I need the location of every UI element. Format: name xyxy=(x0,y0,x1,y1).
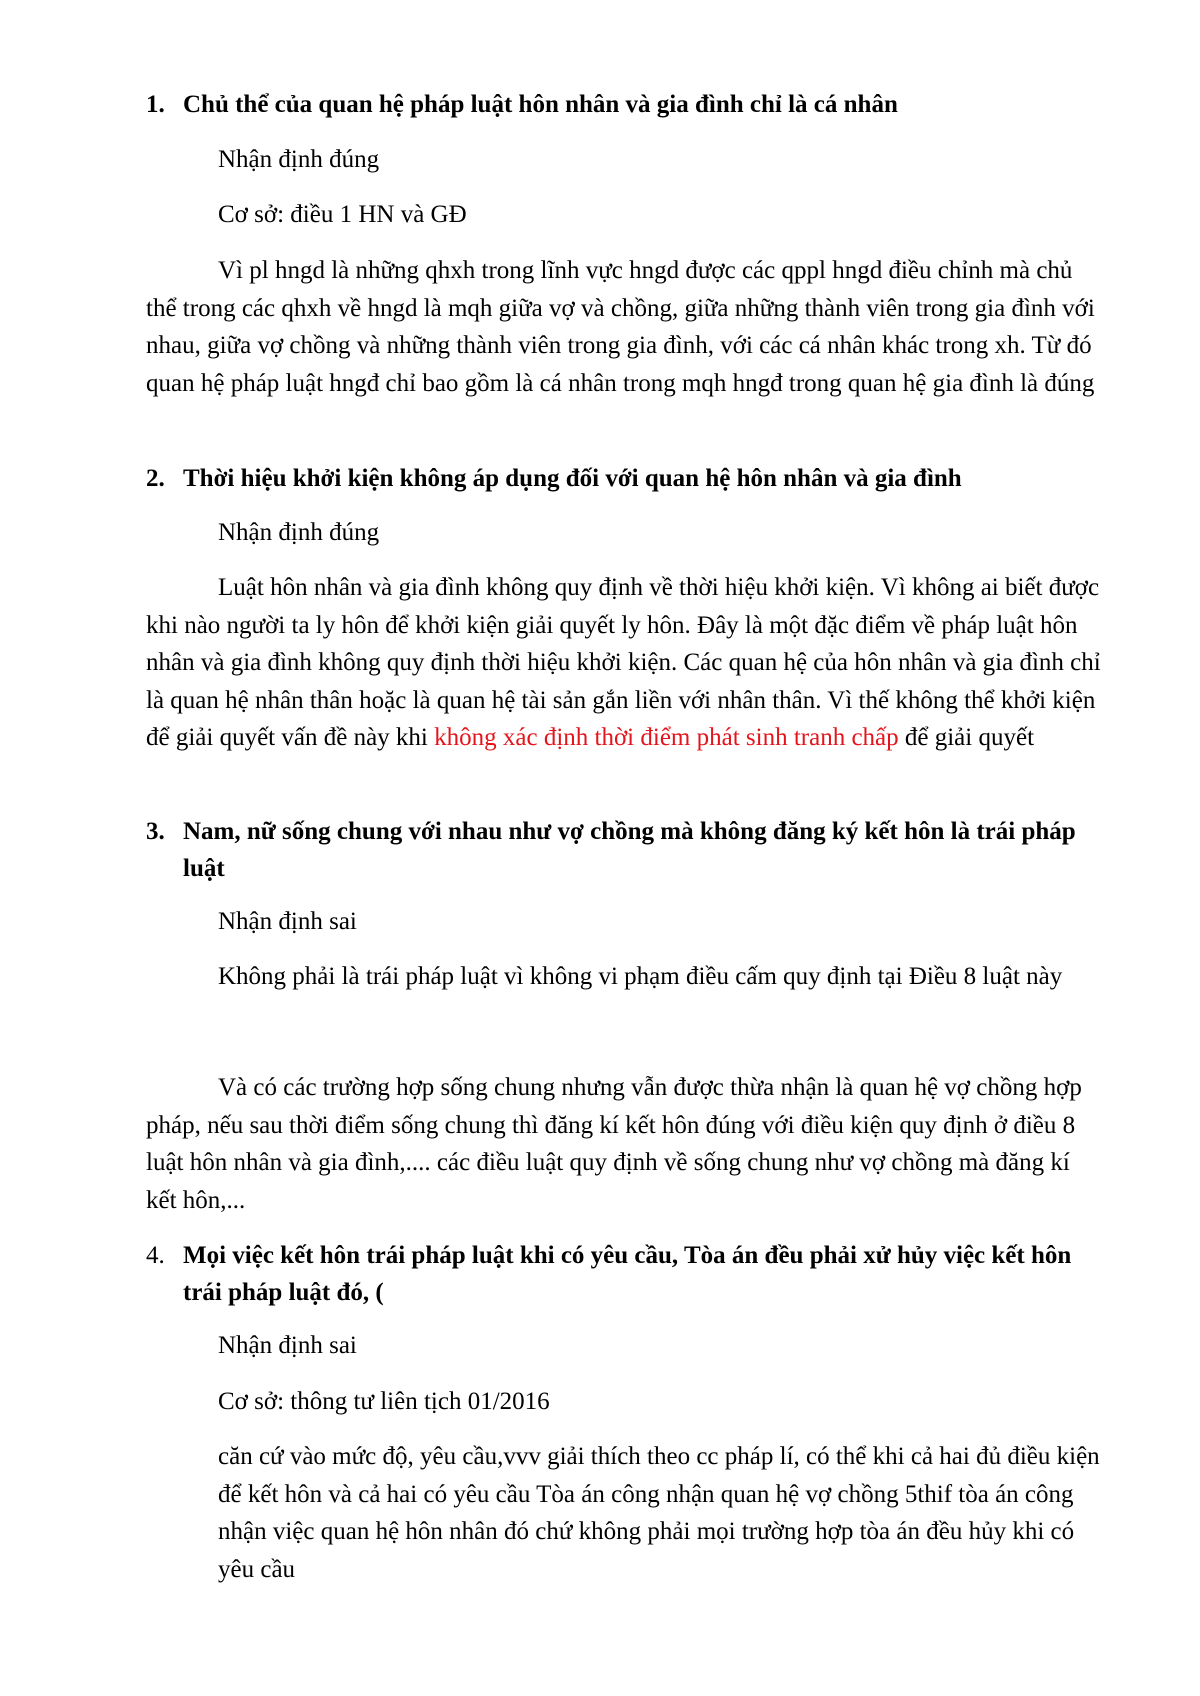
question-1-explanation: Vì pl hngd là những qhxh trong lĩnh vực hngd được các qppl hngd điều chỉnh mà chủ thể trong các qhxh về hngd là mqh giữa vợ và chồng, giữa những thành viên trong gia đình với nhau, giữa vợ chồng và những thành viên trong gia đình, với các cá nhân khác trong xh. Từ đó quan hệ pháp luật hngđ chỉ bao gồm là cá nhân trong mqh hngđ trong quan hệ gia đình là đúng xyxy=(146,257,1095,397)
question-number: 3. xyxy=(146,818,165,845)
question-title: Thời hiệu khởi kiện không áp dụng đối với quan hệ hôn nhân và gia đình xyxy=(183,465,962,492)
question-2-explanation xyxy=(146,569,1106,757)
question-4-explanation: căn cứ vào mức độ, yêu cầu,vvv giải thích theo cc pháp lí, có thể khi cả hai đủ điều kiện để kết hôn và cả hai có yêu cầu Tòa án công nhận quan hệ vợ chồng 5thif tòa án công nhận việc quan hệ hôn nhân đó chứ không phải mọi trường hợp tòa án đều hủy khi có yêu cầu xyxy=(218,1443,1100,1583)
question-3-heading xyxy=(146,813,1096,887)
explanation-text: Luật hôn nhân và gia đình không quy định về thời hiệu khởi kiện. Vì không ai biết được khi nào người ta ly hôn để khởi kiện giải quyết ly hôn. Đây là một đặc điểm về pháp luật hôn nhân và gia đình không quy định thời hiệu khởi kiện. Các quan hệ của hôn nhân và gia đình chỉ là quan hệ nhân thân hoặc là quan hệ tài sản gắn liền với nhân thân. Vì thế không thể khởi kiện để giải quyết vấn đề này khi xyxy=(146,574,1101,751)
question-number: 2. xyxy=(146,465,165,492)
explanation-text-end: để giải quyết xyxy=(898,724,1035,751)
question-4-verdict: Nhận định sai xyxy=(218,1332,357,1359)
question-title: Chủ thể của quan hệ pháp luật hôn nhân và gia đình chỉ là cá nhân xyxy=(183,91,898,118)
question-3-explanation: Không phải là trái pháp luật vì không vi phạm điều cấm quy định tại Điều 8 luật này xyxy=(218,963,1063,990)
question-title: Mọi việc kết hôn trái pháp luật khi có yêu cầu, Tòa án đều phải xử hủy việc kết hôn trái pháp luật đó, ( xyxy=(183,1242,1072,1306)
question-3-verdict: Nhận định sai xyxy=(218,908,357,935)
question-title: Nam, nữ sống chung với nhau như vợ chồng mà không đăng ký kết hôn là trái pháp luật xyxy=(183,818,1076,882)
question-1-verdict: Nhận định đúng xyxy=(218,146,380,173)
question-1-basis: Cơ sở: điều 1 HN và GĐ xyxy=(218,201,467,228)
question-number: 1. xyxy=(146,91,165,118)
highlighted-text: không xác định thời điểm phát sinh tranh chấp xyxy=(434,724,899,751)
question-number: 4. xyxy=(146,1242,165,1269)
question-2-verdict: Nhận định đúng xyxy=(218,519,380,546)
question-4-heading xyxy=(146,1237,1096,1311)
question-3-explanation-2: Và có các trường hợp sống chung nhưng vẫn được thừa nhận là quan hệ vợ chồng hợp pháp, nếu sau thời điểm sống chung thì đăng kí kết hôn đúng với điều kiện quy định ở điều 8 luật hôn nhân và gia đình,.... các điều luật quy định về sống chung như vợ chồng mà đăng kí kết hôn,... xyxy=(146,1074,1082,1214)
question-4-basis: Cơ sở: thông tư liên tịch 01/2016 xyxy=(218,1388,550,1415)
question-1-heading xyxy=(146,86,1096,123)
question-2-heading xyxy=(146,460,1096,497)
